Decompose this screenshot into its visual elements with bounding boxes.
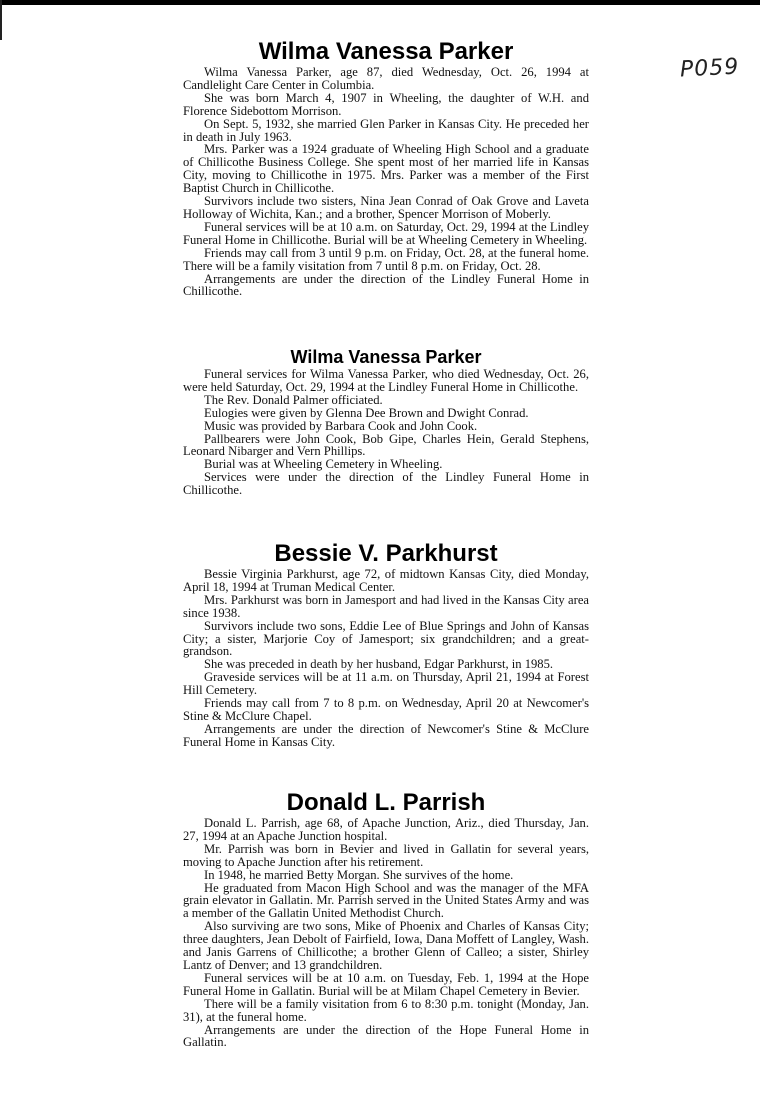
obituary-paragraph: She was born March 4, 1907 in Wheeling, the daughter of W.H. and Florence Sidebottom Morrison. (183, 90, 589, 118)
obituary-paragraph: Friends may call from 7 to 8 p.m. on Wednesday, April 20 at Newcomer's Stine & McClure Chapel. (183, 696, 589, 723)
obituary-headline: Wilma Vanessa Parker (290, 347, 482, 367)
obituary-wilma-parker (183, 38, 589, 298)
obituary-paragraph: Funeral services will be at 10 a.m. on Saturday, Oct. 29, 1994 at the Lindley Funeral Home in Chillicothe. Burial will be at Wheeling Cemetery in Wheeling. (183, 219, 589, 247)
obituary-paragraph: Arrangements are under the direction of Newcomer's Stine & McClure Funeral Home in Kansas City. (183, 721, 589, 749)
obituary-paragraph: Also surviving are two sons, Mike of Phoenix and Charles of Kansas City; three daughters, Jean Debolt of Fairfield, Iowa, Dana Moffett of Langley, Wash. and Janis Garrens of Chillicothe; a brother Glenn of Calleo; a sister, Shirley Lantz of Denver; and 13 grandchildren. (183, 919, 589, 972)
obituary-paragraph: Mr. Parrish was born in Bevier and lived in Gallatin for several years, moving to Apache Junction after his retirement. (183, 841, 589, 869)
obituary-paragraph: Wilma Vanessa Parker, age 87, died Wednesday, Oct. 26, 1994 at Candlelight Care Center in Columbia. (183, 65, 589, 92)
obituary-paragraph: Graveside services will be at 11 a.m. on Thursday, April 21, 1994 at Forest Hill Cemetery. (183, 670, 589, 698)
obituary-paragraph: Arrangements are under the direction of the Lindley Funeral Home in Chillicothe. (183, 271, 589, 299)
obituary-paragraph: Survivors include two sisters, Nina Jean Conrad of Oak Grove and Laveta Holloway of Wichita, Kan.; and a brother, Spencer Morrison of Moberly. (183, 194, 589, 221)
obituary-paragraph: There will be a family visitation from 6 to 8:30 p.m. tonight (Monday, Jan. 31), at the funeral home. (183, 996, 589, 1024)
handwritten-page-number: P059 (679, 54, 740, 83)
obituary-paragraph: Mrs. Parker was a 1924 graduate of Wheeling High School and a graduate of Chillicothe Business College. She spent most of her married life in Kansas City, moving to Chillicothe in 1975. Mrs. Parker was a member of the First Baptist Church in Chillicothe. (183, 142, 589, 196)
obituary-paragraph: Survivors include two sons, Eddie Lee of Blue Springs and John of Kansas City; a sister, Marjorie Coy of Jamesport; six grandchildren; and a great-grandson. (183, 618, 589, 659)
obituary-paragraph: Bessie Virginia Parkhurst, age 72, of midtown Kansas City, died Monday, April 18, 1994 at Truman Medical Center. (183, 567, 589, 594)
obituary-paragraph: Arrangements are under the direction of the Hope Funeral Home in Gallatin. (183, 1022, 589, 1050)
obituary-paragraph: Pallbearers were John Cook, Bob Gipe, Charles Hein, Gerald Stephens, Leonard Nibarger and Vern Phillips. (183, 431, 589, 459)
obituary-paragraph: The Rev. Donald Palmer officiated. (204, 392, 383, 407)
obituary-bessie-parkhurst (183, 540, 589, 749)
obituary-paragraph: Funeral services will be at 10 a.m. on Tuesday, Feb. 1, 1994 at the Hope Funeral Home in Gallatin. Burial will be at Milam Chapel Cemetery in Bevier. (183, 970, 589, 998)
obituary-paragraph: On Sept. 5, 1932, she married Glen Parker in Kansas City. He preceded her in death in July 1963. (183, 116, 589, 144)
obituary-headline: Bessie V. Parkhurst (274, 540, 498, 567)
obituary-donald-parrish (183, 789, 589, 1049)
obituary-paragraph: Mrs. Parkhurst was born in Jamesport and had lived in the Kansas City area since 1938. (183, 592, 589, 620)
obituary-headline: Wilma Vanessa Parker (258, 38, 514, 65)
obituary-paragraph: He graduated from Macon High School and was the manager of the MFA grain elevator in Gallatin. Mr. Parrish served in the United States Army and was a member of the Gallatin United Methodist Church. (183, 880, 589, 921)
obituary-paragraph: Funeral services for Wilma Vanessa Parker, who died Wednesday, Oct. 26, were held Saturday, Oct. 29, 1994 at the Lindley Funeral Home in Chillicothe. (183, 367, 589, 394)
obituary-paragraph: She was preceded in death by her husband, Edgar Parkhurst, in 1985. (204, 657, 554, 672)
scan-left-edge (0, 0, 2, 40)
obituary-paragraph: Eulogies were given by Glenna Dee Brown and Dwight Conrad. (204, 405, 529, 420)
obituary-wilma-parker-services (183, 346, 589, 497)
obituary-paragraph: In 1948, he married Betty Morgan. She survives of the home. (204, 867, 514, 882)
obituary-paragraph: Friends may call from 3 until 9 p.m. on Friday, Oct. 28, at the funeral home. There will be a family visitation from 7 until 8 p.m. on Friday, Oct. 28. (183, 245, 589, 273)
obituary-paragraph: Burial was at Wheeling Cemetery in Wheeling. (204, 457, 443, 472)
scan-top-border (0, 0, 760, 5)
obituary-paragraph: Donald L. Parrish, age 68, of Apache Junction, Ariz., died Thursday, Jan. 27, 1994 at an Apache Junction hospital. (183, 816, 589, 843)
obituary-paragraph: Services were under the direction of the Lindley Funeral Home in Chillicothe. (183, 470, 589, 498)
obituary-headline: Donald L. Parrish (286, 789, 486, 816)
obituary-paragraph: Music was provided by Barbara Cook and John Cook. (204, 418, 478, 433)
